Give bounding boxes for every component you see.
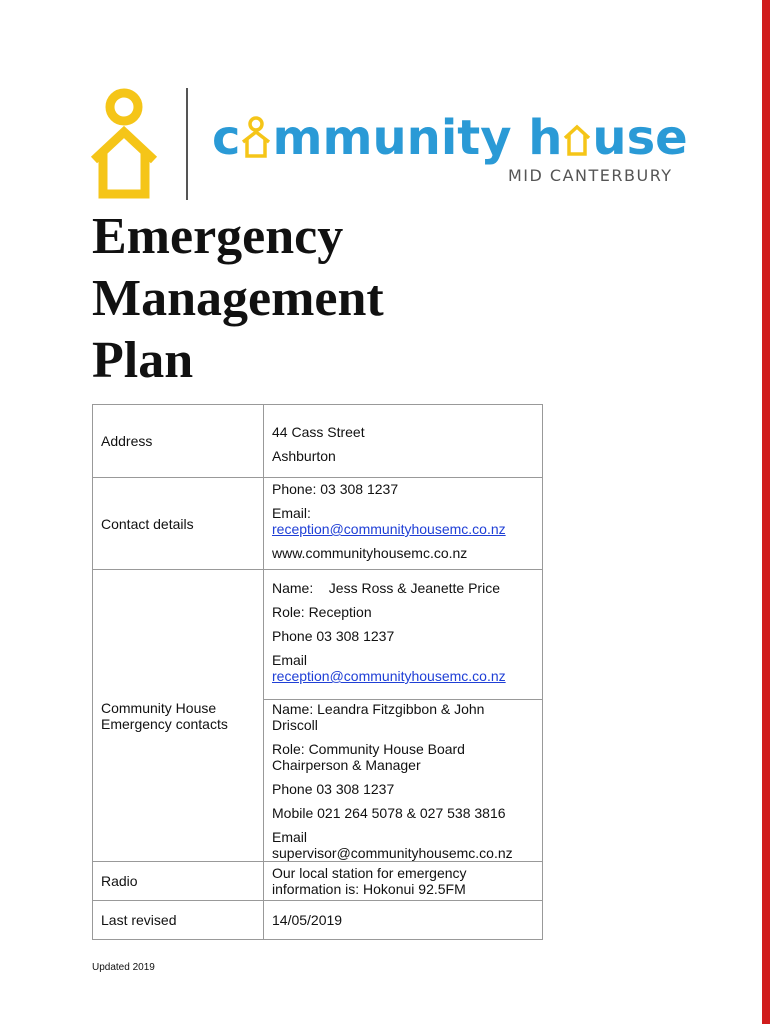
logo-subtitle: MID CANTERBURY [508,166,673,185]
table-row-emergency-1 [93,570,543,700]
community-house-logo-icon [88,88,168,202]
contact2-role-line: Chairperson & Manager [272,757,421,773]
emergency-label [93,570,264,862]
contact2-name-line: Name: Leandra Fitzgibbon & John [272,701,485,717]
contact-label: Contact details [93,478,264,570]
emergency-label-line: Emergency contacts [101,715,228,732]
logo-text-part: mmunity h [272,110,563,166]
logo-text-part: c [212,110,241,166]
red-page-edge [762,0,770,1024]
emergency-contact-1 [264,570,543,700]
logo-text-part: use [592,110,688,166]
logo-divider [186,88,188,200]
revised-value: 14/05/2019 [264,901,543,940]
contact1-email-link[interactable]: reception@communityhousemc.co.nz [272,668,506,684]
contact1-email-label: Email [272,652,308,668]
radio-line: information is: Hokonui 92.5FM [272,881,466,897]
house-o-icon [562,122,592,156]
table-row-address [93,405,543,478]
table-row-radio [93,862,543,901]
contact2-email-label: Email [272,829,308,845]
address-value [264,405,543,478]
radio-line: Our local station for emergency [272,865,467,881]
contact1-phone: Phone 03 308 1237 [272,628,395,644]
page-title [92,206,384,392]
logo-wordmark [212,108,688,168]
footer-updated: Updated 2019 [92,962,155,973]
emergency-contact-2 [264,700,543,862]
title-line: Emergency [92,208,344,265]
revised-label: Last revised [93,901,264,940]
contact-email-link[interactable]: reception@communityhousemc.co.nz [272,521,506,537]
address-line: 44 Cass Street [272,424,365,440]
radio-label: Radio [93,862,264,901]
title-line: Management [92,270,384,327]
address-line: Ashburton [272,448,336,464]
contact2-role-line: Role: Community House Board [272,741,465,757]
radio-value [264,862,543,901]
address-label: Address [93,405,264,478]
table-row-contact [93,478,543,570]
contact-phone: Phone: 03 308 1237 [272,481,399,497]
contact-email-label: Email: [272,505,311,521]
contact1-role: Role: Reception [272,604,372,620]
table-row-revised [93,901,543,940]
contact2-name-line: Driscoll [272,717,318,733]
house-o-icon [240,116,272,158]
contact-website[interactable]: www.communityhousemc.co.nz [272,545,468,561]
emergency-label-line: Community House [101,699,217,716]
contact2-mobile: Mobile 021 264 5078 & 027 538 3816 [272,805,506,821]
contact2-phone: Phone 03 308 1237 [272,781,395,797]
contact-value [264,478,543,570]
contact1-name: Name: Jess Ross & Jeanette Price [272,580,500,596]
contact2-email: supervisor@communityhousemc.co.nz [272,845,513,861]
title-line: Plan [92,332,194,389]
info-table [92,404,543,940]
